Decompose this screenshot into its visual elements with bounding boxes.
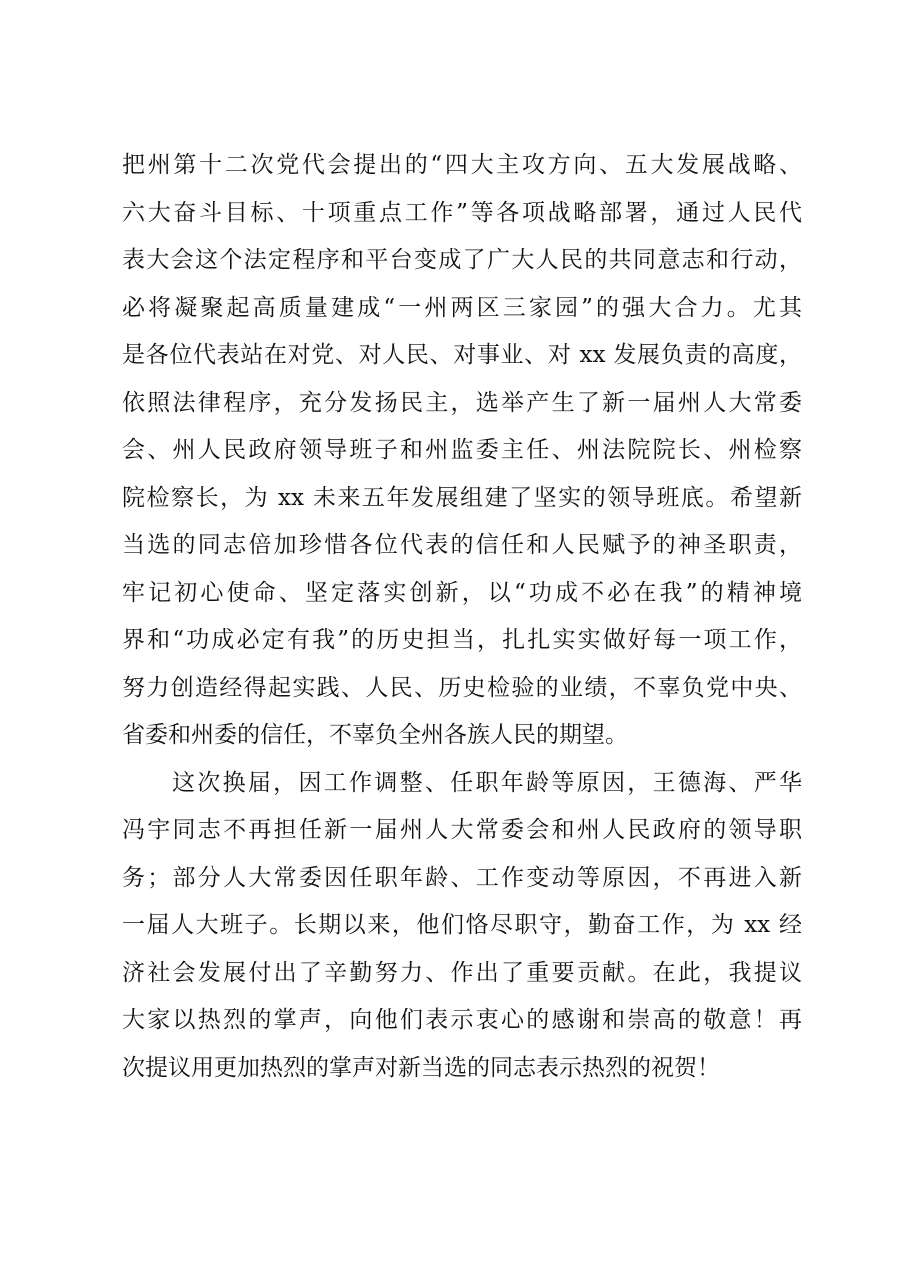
text-line: 省委和州委的信任，不辜负全州各族人民的期望。	[122, 722, 628, 748]
text-line: 一届人大班子。长期以来，他们恪尽职守，勤奋工作，为 xx 经	[122, 912, 802, 938]
text-line: 努力创造经得起实践、人民、历史检验的业绩，不辜负党中央、	[122, 674, 802, 701]
text-line: 会、州人民政府领导班子和州监委主任、州法院院长、州检察	[122, 437, 802, 463]
text-line: 是各位代表站在对党、对人民、对事业、对 xx 发展负责的高度，	[122, 342, 802, 368]
text-line: 济社会发展付出了辛勤努力、作出了重要贡献。在此，我提议	[122, 959, 802, 986]
text-line: 冯宇同志不再担任新一届州人大常委会和州人民政府的领导职	[122, 817, 802, 843]
text-line: 次提议用更加热烈的掌声对新当选的同志表示热烈的祝贺！	[122, 1054, 720, 1081]
paragraph-1	[122, 142, 802, 760]
text-line: 六大奋斗目标、十项重点工作”等各项战略部署，通过人民代	[122, 199, 802, 226]
text-line: 务；部分人大常委因任职年龄、工作变动等原因，不再进入新	[122, 864, 802, 891]
text-line: 必将凝聚起高质量建成“一州两区三家园”的强大合力。尤其	[122, 294, 802, 321]
text-line: 当选的同志倍加珍惜各位代表的信任和人民赋予的神圣职责，	[122, 532, 802, 558]
text-line: 把州第十二次党代会提出的“四大主攻方向、五大发展战略、	[122, 152, 802, 178]
paragraph-2	[122, 760, 802, 1093]
text-line: 牢记初心使命、坚定落实创新，以“功成不必在我”的精神境	[122, 579, 802, 606]
text-line: 这次换届，因工作调整、任职年龄等原因，王德海、严华	[172, 769, 802, 796]
text-line: 界和“功成必定有我”的历史担当，扎扎实实做好每一项工作，	[122, 627, 802, 653]
text-line: 依照法律程序，充分发扬民主，选举产生了新一届州人大常委	[122, 389, 802, 416]
text-line: 大家以热烈的掌声，向他们表示衷心的感谢和崇高的敬意！再	[122, 1007, 802, 1033]
text-line: 表大会这个法定程序和平台变成了广大人民的共同意志和行动，	[122, 247, 802, 273]
document-body	[122, 142, 802, 1092]
text-line: 院检察长，为 xx 未来五年发展组建了坚实的领导班底。希望新	[122, 484, 802, 511]
